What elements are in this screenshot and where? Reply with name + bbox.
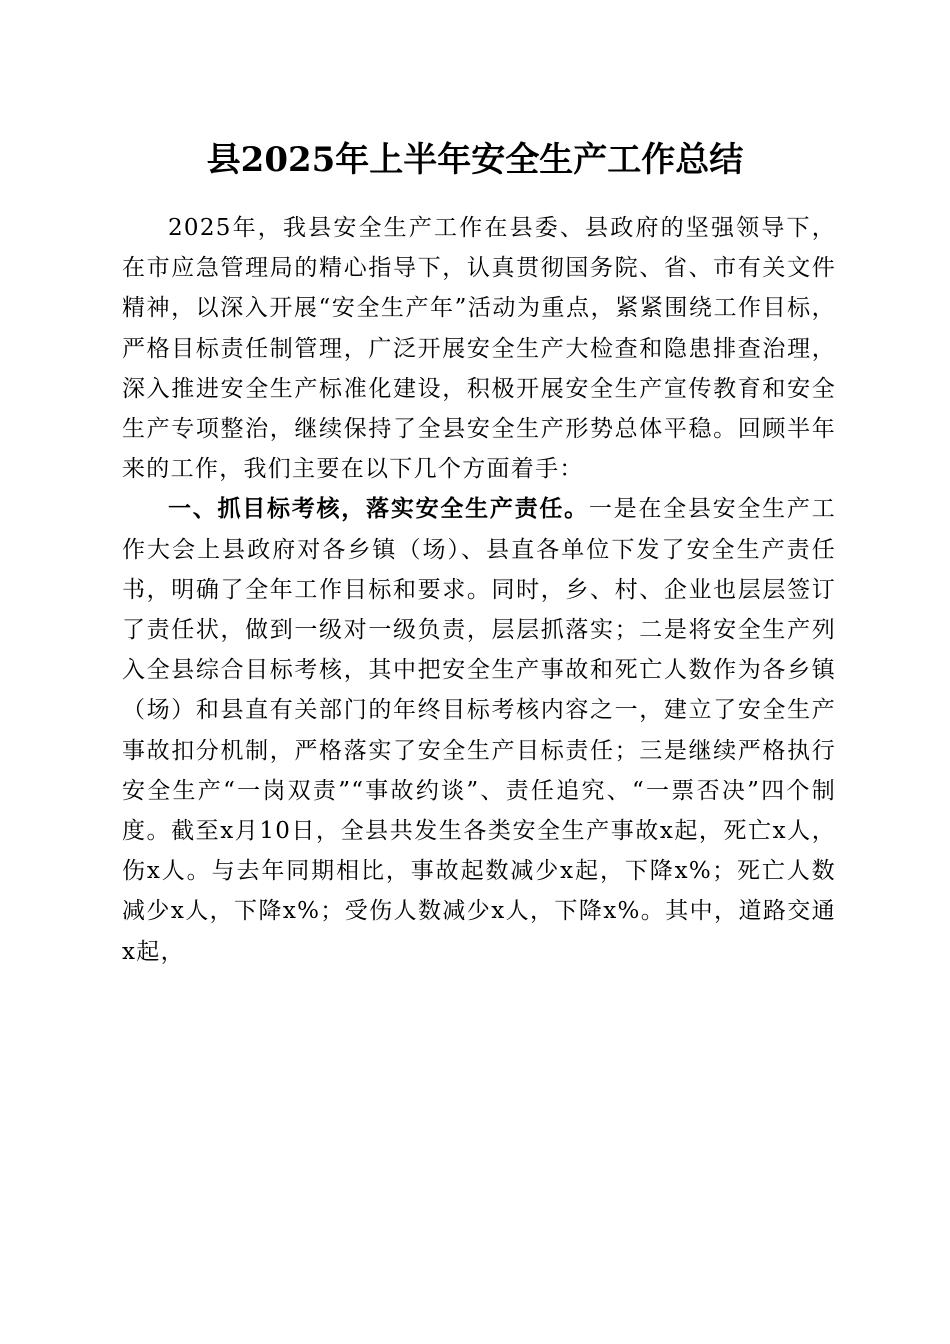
paragraph-intro-text: 2025年，我县安全生产工作在县委、县政府的坚强领导下，在市应急管理局的精心指导下，认真贯彻国务院、省、市有关文件精神，以深入开展“安全生产年”活动为重点，紧紧围绕工作目标，严格目标责任制管理，广泛开展安全生产大检查和隐患排查治理，深入推进安全生产标准化建设，积极开展安全生产宣传教育和安全生产专项整治，继续保持了全县安全生产形势总体平稳。回顾半年来的工作，我们主要在以下几个方面着手：: [122, 215, 836, 483]
section-1-heading: 一、抓目标考核，落实安全生产责任。: [168, 495, 589, 523]
document-body: [122, 208, 836, 972]
section-1-text: 一是在全县安全生产工作大会上县政府对各乡镇（场）、县直各单位下发了安全生产责任书，明确了全年工作目标和要求。同时，乡、村、企业也层层签订了责任状，做到一级对一级负责，层层抓落实；二是将安全生产列入全县综合目标考核，其中把安全生产事故和死亡人数作为各乡镇（场）和县直有关部门的年终目标考核内容之一，建立了安全生产事故扣分机制，严格落实了安全生产目标责任；三是继续严格执行安全生产“一岗双责”“事故约谈”、责任追究、“一票否决”四个制度。截至x月10日，全县共发生各类安全生产事故x起，死亡x人，伤x人。与去年同期相比，事故起数减少x起，下降x%；死亡人数减少x人，下降x%；受伤人数减少x人，下降x%。其中，道路交通x起，: [122, 496, 836, 965]
paragraph-section-1: [122, 489, 836, 971]
paragraph-intro: [122, 208, 836, 489]
document-title: 县2025年上半年安全生产工作总结: [206, 140, 744, 180]
